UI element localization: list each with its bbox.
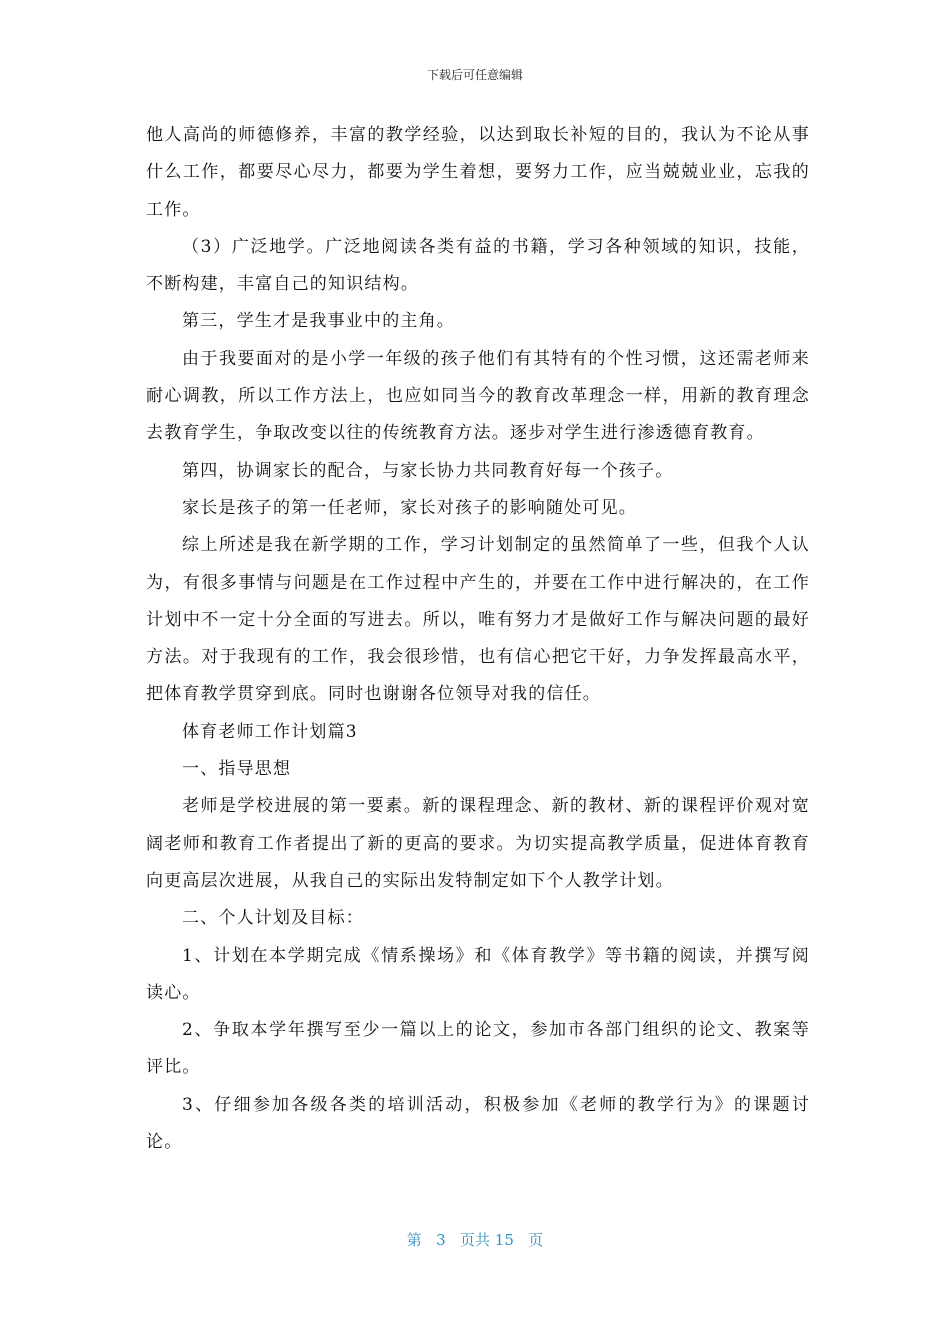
paragraph: 由于我要面对的是小学一年级的孩子他们有其特有的个性习惯，这还需老师来耐心调教，所以工作方法上，也应如同当今的教育改革理念一样，用新的教育理念去教育学生，争取改变以往的传统教育方法。逐步对学生进行渗透德育教育。 (146, 348, 810, 444)
section-heading: 二、个人计划及目标： (182, 908, 364, 929)
paragraph: 第三，学生才是我事业中的主角。 (182, 311, 455, 332)
footer-middle: 页共 (459, 1231, 490, 1249)
section-heading: 一、指导思想 (182, 759, 292, 780)
paragraph: 他人高尚的师德修养，丰富的教学经验，以达到取长补短的目的，我认为不论从事什么工作，都要尽心尽力，都要为学生着想，要努力工作，应当兢兢业业，忘我的工作。 (146, 125, 810, 220)
total-pages: 15 (494, 1231, 514, 1249)
list-item: 3、仔细参加各级各类的培训活动，积极参加《老师的教学行为》的课题讨论。 (146, 1094, 810, 1153)
list-item: 1、计划在本学期完成《情系操场》和《体育教学》等书籍的阅读，并撰写阅读心。 (146, 945, 810, 1003)
paragraph: 综上所述是我在新学期的工作，学习计划制定的虽然简单了一些，但我个人认为，有很多事情与问题是在工作过程中产生的，并要在工作中进行解决的，在工作计划中不一定十分全面的写进去。所以，唯有努力才是做好工作与解决问题的最好方法。对于我现有的工作，我会很珍惜，也有信心把它干好，力争发挥最高水平，把体育教学贯穿到底。同时也谢谢各位领导对我的信任。 (146, 535, 810, 705)
page-header: 下载后可任意编辑 (426, 68, 523, 82)
paragraph: 家长是孩子的第一任老师，家长对孩子的影响随处可见。 (182, 497, 637, 518)
document-body (146, 117, 810, 1161)
paragraph: 第四，协调家长的配合，与家长协力共同教育好每一个孩子。 (182, 460, 674, 481)
paragraph: 老师是学校进展的第一要素。新的课程理念、新的教材、新的课程评价观对宽阔老师和教育工作者提出了新的更高的要求。为切实提高教学质量，促进体育教育向更高层次进展，从我自己的实际出发特制定如下个人教学计划。 (146, 796, 810, 891)
list-item: 2、争取本学年撰写至少一篇以上的论文，参加市各部门组织的论文、教案等评比。 (146, 1020, 810, 1078)
section-title: 体育老师工作计划篇3 (182, 721, 358, 742)
footer-suffix: 页 (528, 1231, 544, 1249)
footer-prefix: 第 (406, 1231, 422, 1249)
page-number: 3 (436, 1231, 446, 1249)
page-footer (0, 1229, 950, 1250)
paragraph: （3）广泛地学。广泛地阅读各类有益的书籍，学习各种领域的知识，技能，不断构建，丰富自己的知识结构。 (146, 236, 810, 295)
